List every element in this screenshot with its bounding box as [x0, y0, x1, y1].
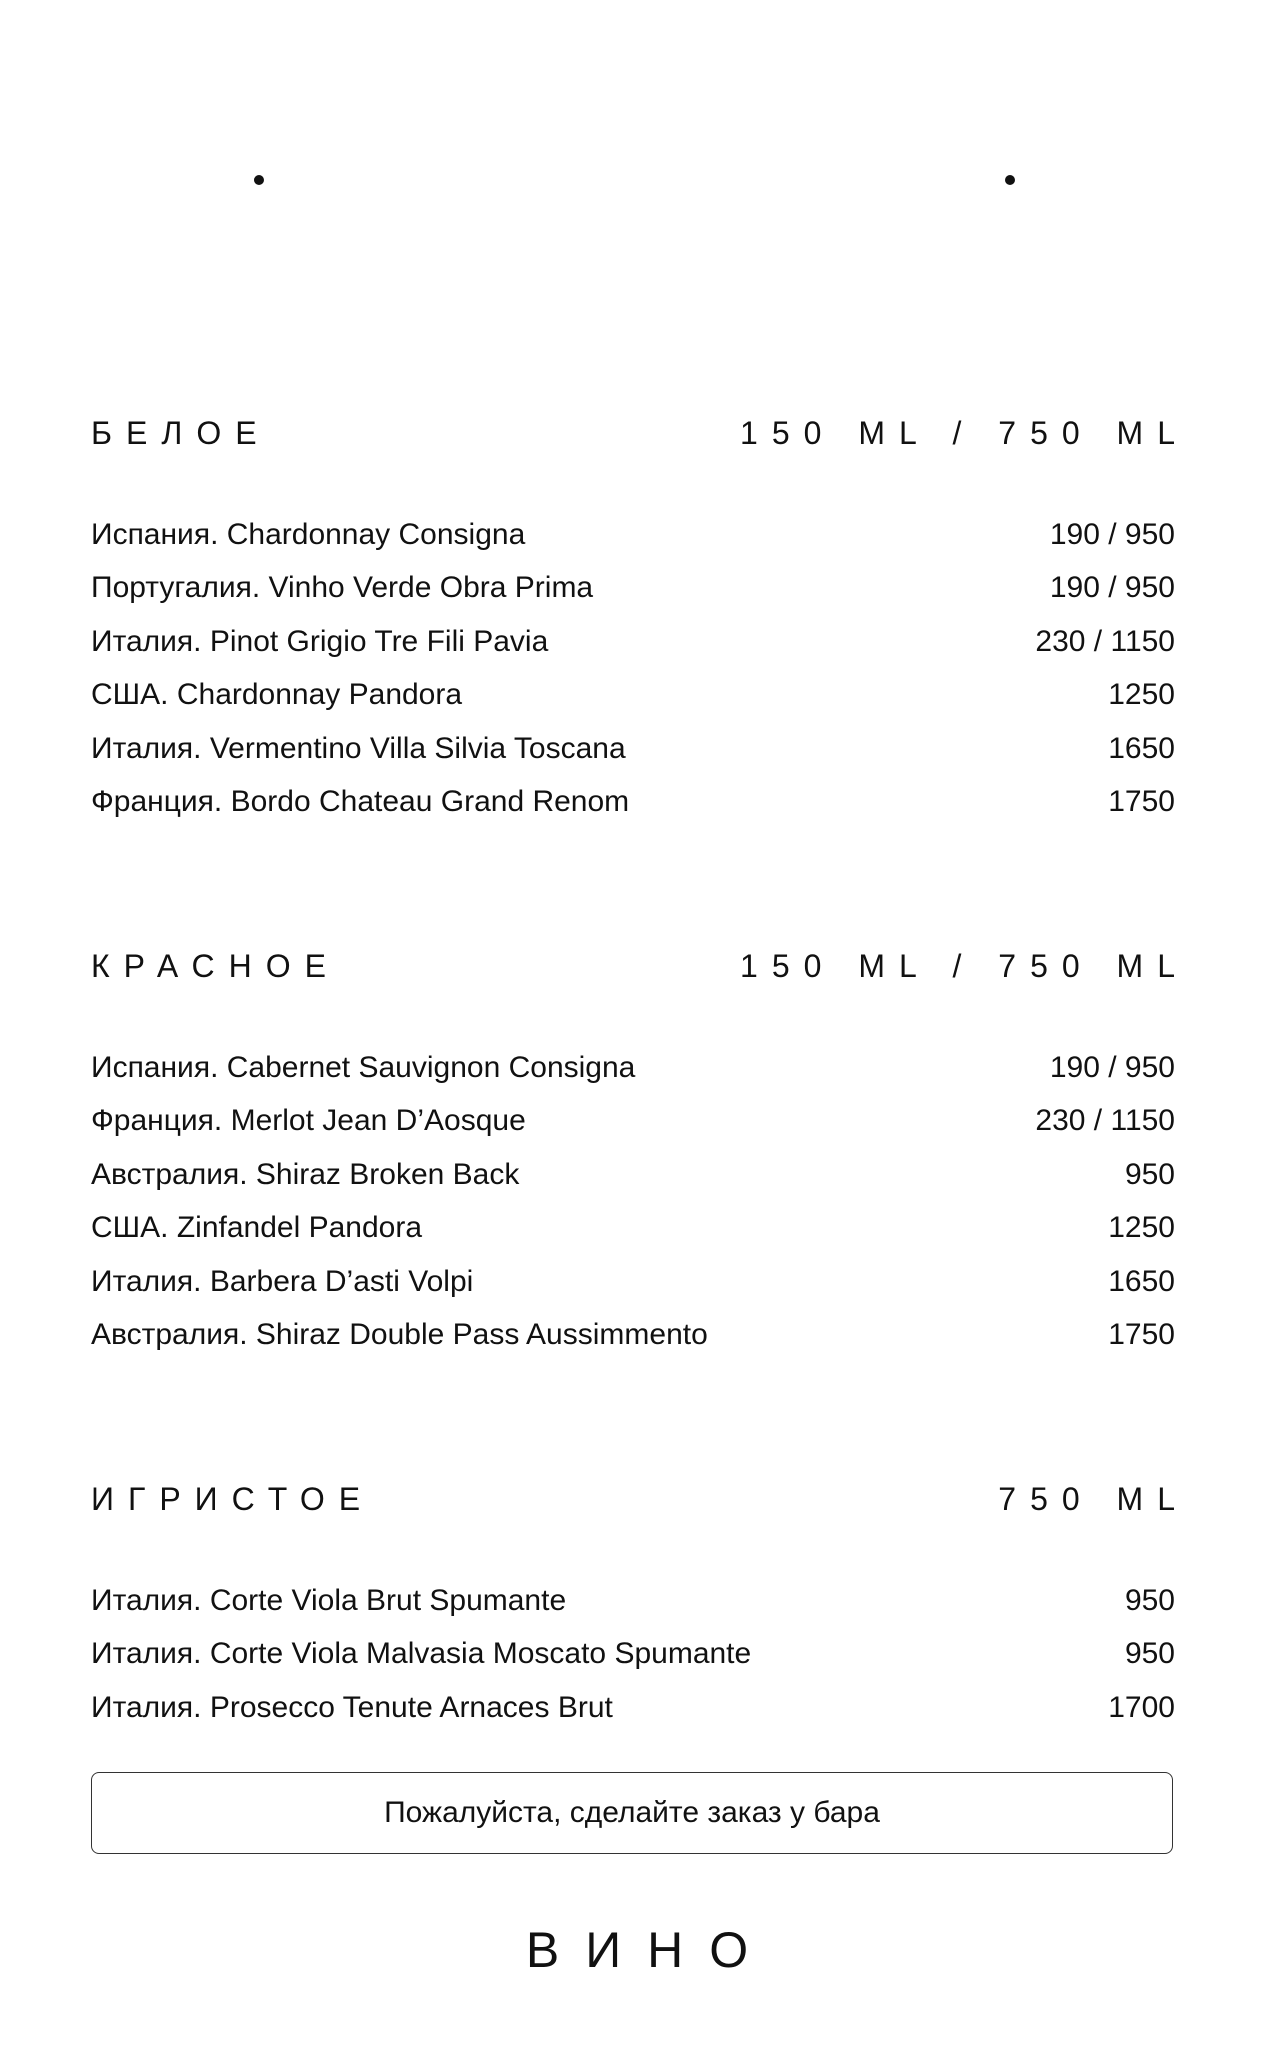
wine-name: США. Zinfandel Pandora	[91, 1211, 423, 1245]
wine-price: 190 / 950	[1049, 518, 1175, 551]
section-header	[91, 946, 1189, 986]
list-item	[91, 1681, 1175, 1734]
wine-price: 190 / 950	[1049, 571, 1175, 605]
list-item	[91, 1255, 1175, 1308]
section-volume: 750 ML	[998, 1481, 1189, 1517]
wine-price: 950	[1124, 1584, 1175, 1617]
section-white-wine	[91, 413, 1189, 818]
wine-price: 950	[1124, 1157, 1175, 1191]
wine-price: 230 / 1150	[1035, 624, 1175, 658]
list-item	[91, 1627, 1175, 1680]
list-item	[91, 722, 1175, 775]
wine-name: Италия. Corte Viola Brut Spumante	[91, 1584, 567, 1617]
wine-name: Италия. Barbera D’asti Volpi	[91, 1264, 474, 1298]
section-header	[91, 413, 1189, 453]
section-title: ИГРИСТОЕ	[91, 1481, 375, 1517]
wine-price: 1750	[1108, 784, 1175, 818]
wine-name: Италия. Corte Viola Malvasia Moscato Spumante	[91, 1637, 752, 1671]
list-item	[91, 1201, 1175, 1254]
list-item	[91, 508, 1175, 561]
list-item	[91, 615, 1175, 668]
decorative-dot-right	[1005, 175, 1015, 185]
wine-price: 190 / 950	[1049, 1051, 1175, 1084]
wine-list	[91, 1574, 1175, 1734]
list-item	[91, 1094, 1175, 1147]
wine-name: Италия. Pinot Grigio Tre Fili Pavia	[91, 624, 549, 658]
wine-price: 1650	[1108, 1264, 1175, 1298]
list-item	[91, 1574, 1175, 1627]
section-title: БЕЛОЕ	[91, 415, 271, 451]
wine-name: Португалия. Vinho Verde Obra Prima	[91, 571, 594, 605]
list-item	[91, 1148, 1175, 1201]
list-item	[91, 1041, 1175, 1094]
order-at-bar-notice: Пожалуйста, сделайте заказ у бара	[91, 1772, 1173, 1854]
decorative-dot-left	[254, 175, 264, 185]
wine-price: 230 / 1150	[1035, 1104, 1175, 1138]
wine-price: 1650	[1108, 731, 1175, 765]
list-item	[91, 1308, 1175, 1361]
wine-price: 1250	[1108, 1211, 1175, 1245]
wine-list	[91, 508, 1175, 828]
wine-name: Италия. Prosecco Tenute Arnaces Brut	[91, 1690, 613, 1724]
section-header	[91, 1479, 1189, 1519]
list-item	[91, 668, 1175, 721]
wine-price: 1750	[1108, 1317, 1175, 1351]
wine-name: Франция. Bordo Chateau Grand Renom	[91, 784, 630, 818]
wine-name: Франция. Merlot Jean D’Aosque	[91, 1104, 526, 1138]
wine-list	[91, 1041, 1175, 1361]
section-sparkling-wine	[91, 1479, 1189, 1724]
wine-name: Италия. Vermentino Villa Silvia Toscana	[91, 731, 626, 765]
list-item	[91, 775, 1175, 828]
section-title: КРАСНОЕ	[91, 948, 340, 984]
wine-price: 1700	[1108, 1690, 1175, 1724]
wine-name: Испания. Chardonnay Consigna	[91, 518, 526, 551]
wine-price: 1250	[1108, 678, 1175, 712]
section-volume: 150 ML / 750 ML	[740, 948, 1189, 984]
wine-name: США. Chardonnay Pandora	[91, 678, 463, 712]
page-title: ВИНО	[525, 1922, 775, 1978]
wine-name: Австралия. Shiraz Broken Back	[91, 1157, 520, 1191]
section-red-wine	[91, 946, 1189, 1351]
wine-name: Испания. Cabernet Sauvignon Consigna	[91, 1051, 636, 1084]
wine-name: Австралия. Shiraz Double Pass Aussimmento	[91, 1317, 708, 1351]
wine-price: 950	[1124, 1637, 1175, 1671]
list-item	[91, 561, 1175, 614]
section-volume: 150 ML / 750 ML	[740, 415, 1189, 451]
